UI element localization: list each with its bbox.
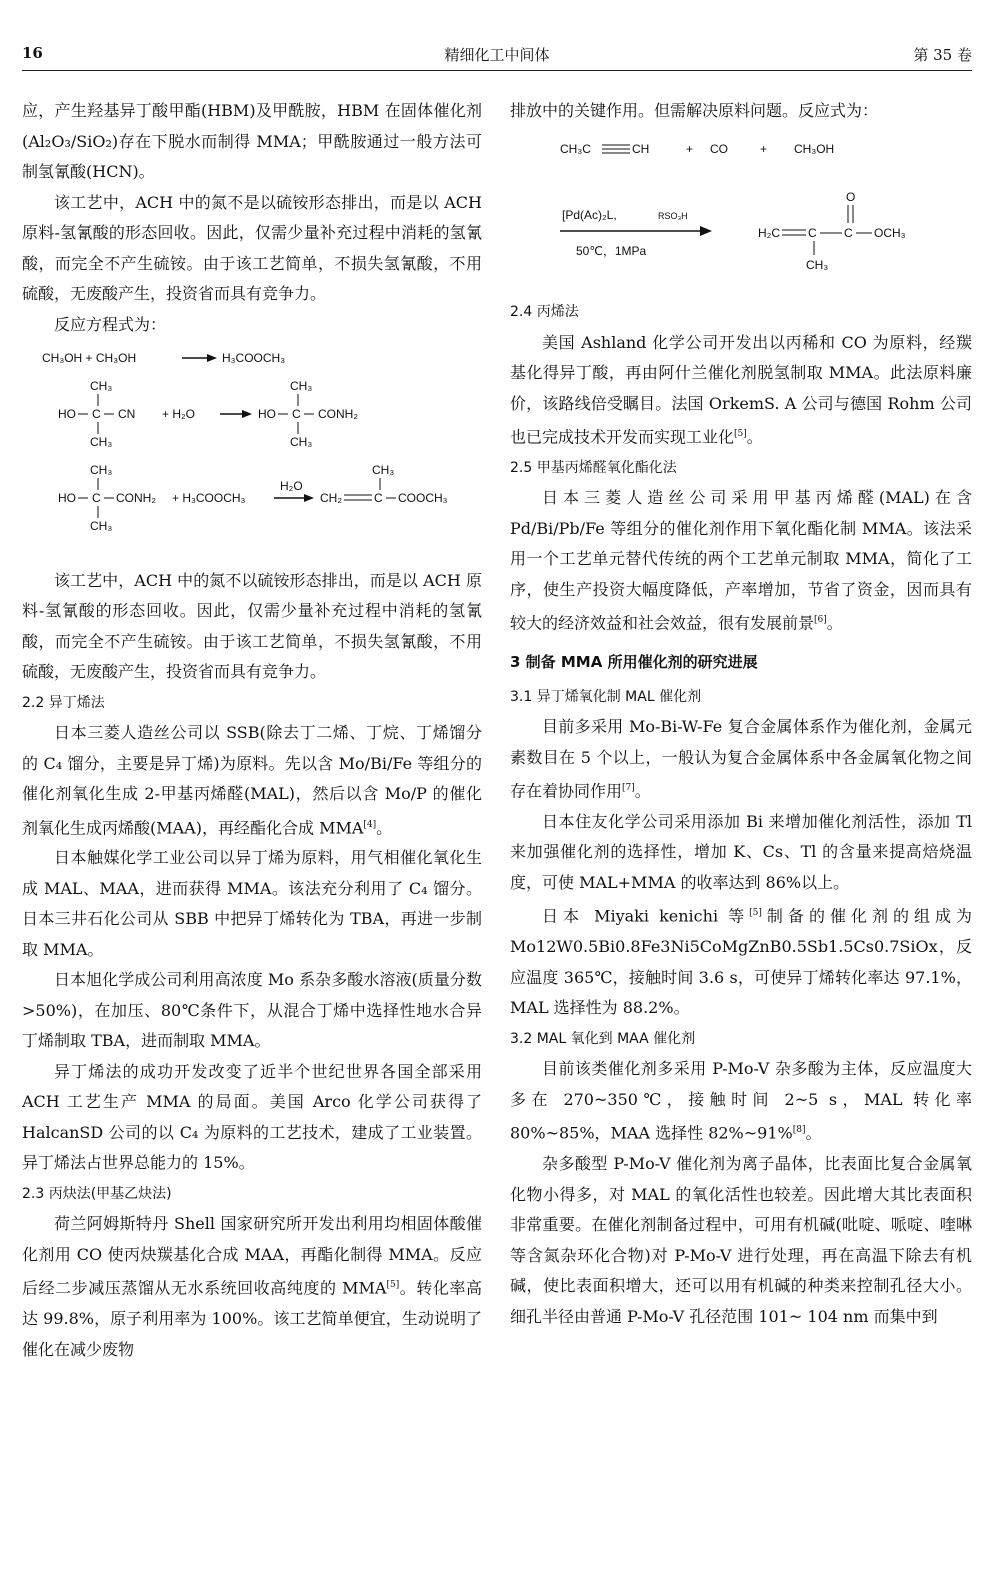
rx-text: CO [710, 141, 728, 156]
rx-text: CH [632, 141, 650, 156]
arrow-head [304, 494, 314, 502]
rx-text: C [374, 491, 383, 505]
rx-text: OCH₃ [874, 225, 906, 240]
section-heading: 3.1 异丁烯氧化制 MAL 催化剂 [510, 688, 702, 705]
section-heading: 3 制备 MMA 所用催化剂的研究进展 [510, 653, 758, 672]
paragraph: 日本住友化学公司采用添加 Bi 来增加催化剂活性，添加 Tl 来加强催化剂的选择性，增加 K、Cs、Tl 的含量来提高焙烧温度，可使 MAL+MMA 的收率达到 86%以上。 [510, 811, 972, 892]
rx-text: CH₃ [90, 435, 113, 449]
paragraph: 日本 Miyaki kenichi 等[5]制备的催化剂的组成为 Mo12W0.5Bi0.8Fe3Ni5CoMgZnB0.5Sb1.5Cs0.7SiOx，反应温度 365℃，接触时间 3.6 s，可使异丁烯转化率达 97.1%，MAL 选择性为 88.2%。 [510, 906, 972, 1018]
paragraph: 排放中的关键作用。但需解决原料问题。反应式为： [510, 101, 879, 120]
paragraph: 异丁烯法的成功开发改变了近半个世纪世界各国全部采用 ACH 工艺生产 MMA 的局面。美国 Arco 化学公司获得了 HalcanSD 公司的以 C₄ 为原料的工艺技术，建成了工业装置。异丁烯法占世界总能力的 15%。 [22, 1061, 482, 1173]
rx-text: C [292, 407, 301, 421]
section-heading: 2.5 甲基丙烯醛氧化酯化法 [510, 459, 677, 476]
arrow-head [207, 354, 217, 362]
paragraph: 日本旭化学成公司利用高浓度 Mo 系杂多酸水溶液(质量分数>50%)，在加压、80℃条件下，从混合丁烯中选择性地水合异丁烯制取 TBA，进而制取 MMA。 [22, 970, 482, 1051]
left-column [22, 96, 482, 1365]
rx-text: CH₃ [90, 519, 113, 533]
section-heading: 2.4 丙烯法 [510, 304, 579, 320]
rx-text: CH₃ [372, 463, 395, 477]
rx-text: CN [118, 407, 136, 421]
rx-text: C [92, 407, 101, 421]
rx-text: CH₃ [806, 257, 829, 272]
section-heading: 3.2 MAL 氧化到 MAA 催化剂 [510, 1030, 696, 1047]
rx-text: C [92, 491, 101, 505]
rx-text: CH₃OH [794, 141, 835, 156]
rx-text: C [844, 225, 853, 240]
right-column [510, 96, 972, 1332]
rx-text: + [686, 141, 694, 156]
rx-text: H₂O [280, 479, 303, 493]
journal-title: 精细化工中间体 [444, 46, 550, 64]
paragraph: 该工艺中，ACH 中的氮不是以硫铵形态排出，而是以 ACH 原料-氢氰酸的形态回收。因此，仅需少量补充过程中消耗的氢氰酸，而完全不产生硫铵。由于该工艺简单，不损失氢氰酸，不用硫酸，无废酸产生，投资省而具有竞争力。 [22, 192, 482, 303]
rx-text: H₂C [758, 225, 780, 240]
citation[interactable]: [5] [734, 429, 747, 439]
paragraph: 该工艺中，ACH 中的氮不以硫铵形态排出，而是以 ACH 原料-氢氰酸的形态回收。因此，仅需少量补充过程中消耗的氢氰酸，而完全不产生硫铵。由于该工艺简单，不损失氢氰酸，不用硫酸，无废酸产生，投资省而具有竞争力。 [22, 570, 482, 681]
rx-text: CH₃C [560, 141, 591, 156]
paragraph: 反应方程式为： [54, 314, 167, 334]
rx-text: H₃COOCH₃ [222, 351, 286, 365]
rx-text: + [760, 141, 768, 156]
rx-text: 50℃，1MPa [576, 243, 647, 258]
paragraph: 目前该类催化剂多采用 P-Mo-V 杂多酸为主体，反应温度大多在 270~350℃，接触时间 2~5 s，MAL 转化率 80%~85%，MAA 选择性 82%~91%[8]。 [510, 1059, 972, 1143]
rx-text: HO [58, 407, 76, 421]
rx-text: CH₃ [90, 379, 113, 393]
section-heading: 2.2 异丁烯法 [22, 694, 105, 711]
arrow-head [242, 410, 252, 418]
arrow-head [700, 226, 712, 236]
rx-text: HO [58, 491, 76, 505]
rx-text: COOCH₃ [398, 491, 448, 505]
page-number: 16 [22, 44, 43, 62]
rx-text: CONH₂ [318, 407, 358, 421]
citation[interactable]: [5] [386, 1280, 400, 1291]
reaction-scheme-ach [22, 340, 482, 555]
paragraph: 目前多采用 Mo-Bi-W-Fe 复合金属体系作为催化剂，金属元素数目在 5 个以上，一般认为复合金属体系中各金属氧化物之间存在着协同作用[7]。 [510, 717, 972, 801]
volume-label: 第 35 卷 [913, 46, 972, 64]
paragraph: 杂多酸型 P-Mo-V 催化剂为离子晶体，比表面比复合金属氧化物小得多，对 MAL 的氧化活性也较差。因此增大其比表面积非常重要。在催化剂制备过程中，可用有机碱(吡啶、哌啶、喹啉等含氮杂环化合物)对 P-Mo-V 进行处理，再在高温下除去有机碱，使比表面积增大，还可以用有机碱的种类来控制孔径大小。细孔半径由普通 P-Mo-V 孔径范围 101~ 104 nm 而集中到 [510, 1154, 972, 1326]
rx-text: C [808, 225, 817, 240]
rx-text: + H₃COOCH₃ [172, 491, 246, 505]
running-header [22, 40, 972, 71]
reaction-scheme-propyne [510, 127, 972, 287]
paragraph: 日本三菱人造丝公司以 SSB(除去丁二烯、丁烷、丁烯馏分的 C₄ 馏分，主要是异丁烯)为原料。先以含 Mo/Bi/Fe 等组分的催化剂氧化生成 2-甲基丙烯醛(MAL)，然后以含 Mo/P 的催化剂氧化生成丙烯酸(MAA)，再经酯化合成 MMA[4]。 [22, 723, 482, 837]
rx-text: HO [258, 407, 276, 421]
rx-text: CH₃ [290, 435, 313, 449]
rx-text: [Pd(Ac)₂L, [562, 207, 617, 222]
citation[interactable]: [8] [792, 1125, 806, 1136]
rx-text: CH₂ [320, 491, 342, 505]
paragraph: 日本触媒化学工业公司以异丁烯为原料，用气相催化氧化生成 MAL、MAA，进而获得 MMA。该法充分利用了 C₄ 馏分。日本三井石化公司从 SBB 中把异丁烯转化为 TBA，再进一步制取 MMA。 [22, 848, 482, 959]
rx-text: O [846, 189, 856, 204]
rx-text: CH₃ [90, 463, 113, 477]
rx-text: CH₃OH + CH₃OH [42, 351, 137, 365]
rx-text: + H₂O [162, 407, 195, 421]
paragraph: 荷兰阿姆斯特丹 Shell 国家研究所开发出利用均相固体酸催化剂用 CO 使丙炔羰基化合成 MAA，再酯化制得 MMA。反应后经二步减压蒸馏从无水系统回收高纯度的 MMA[5]。转化率高达 99.8%，原子利用率为 100%。该工艺简单便宜，生动说明了催化在减少废物 [22, 1214, 482, 1359]
citation[interactable]: [6] [814, 615, 827, 626]
rx-text: RSO₃H [658, 210, 688, 221]
paragraph: 应，产生羟基异丁酸甲酯(HBM)及甲酰胺，HBM 在固体催化剂(Al₂O₃/SiO₂)存在下脱水而制得 MMA；甲酰胺通过一般方法可制氢氰酸(HCN)。 [22, 101, 482, 181]
paragraph: 美国 Ashland 化学公司开发出以丙稀和 CO 为原料，经羰基化得异丁酸，再由阿什兰催化剂脱氢制取 MMA。此法原料廉价，该路线倍受瞩目。法国 OrkemS. A 公司与德国 Rohm 公司也已完成技术开发而实现工业化[5]。 [510, 332, 972, 447]
citation[interactable]: [7] [622, 783, 635, 794]
section-heading: 2.3 丙炔法(甲基乙炔法) [22, 1185, 172, 1202]
citation[interactable]: [4] [363, 819, 377, 830]
citation[interactable]: [5] [749, 908, 762, 919]
rx-text: CH₃ [290, 379, 313, 393]
rx-text: CONH₂ [116, 491, 156, 505]
paragraph: 日本三菱人造丝公司采用甲基丙烯醛(MAL)在含 Pd/Bi/Pb/Fe 等组分的催化剂作用下氧化酯化制 MMA。该法采用一个工艺单元替代传统的两个工艺单元制取 MMA，简化了工序，使生产投资大幅度降低，产率增加，节省了资金，因而具有较大的经济效益和社会效益，很有发展前景[6]。 [510, 488, 972, 633]
